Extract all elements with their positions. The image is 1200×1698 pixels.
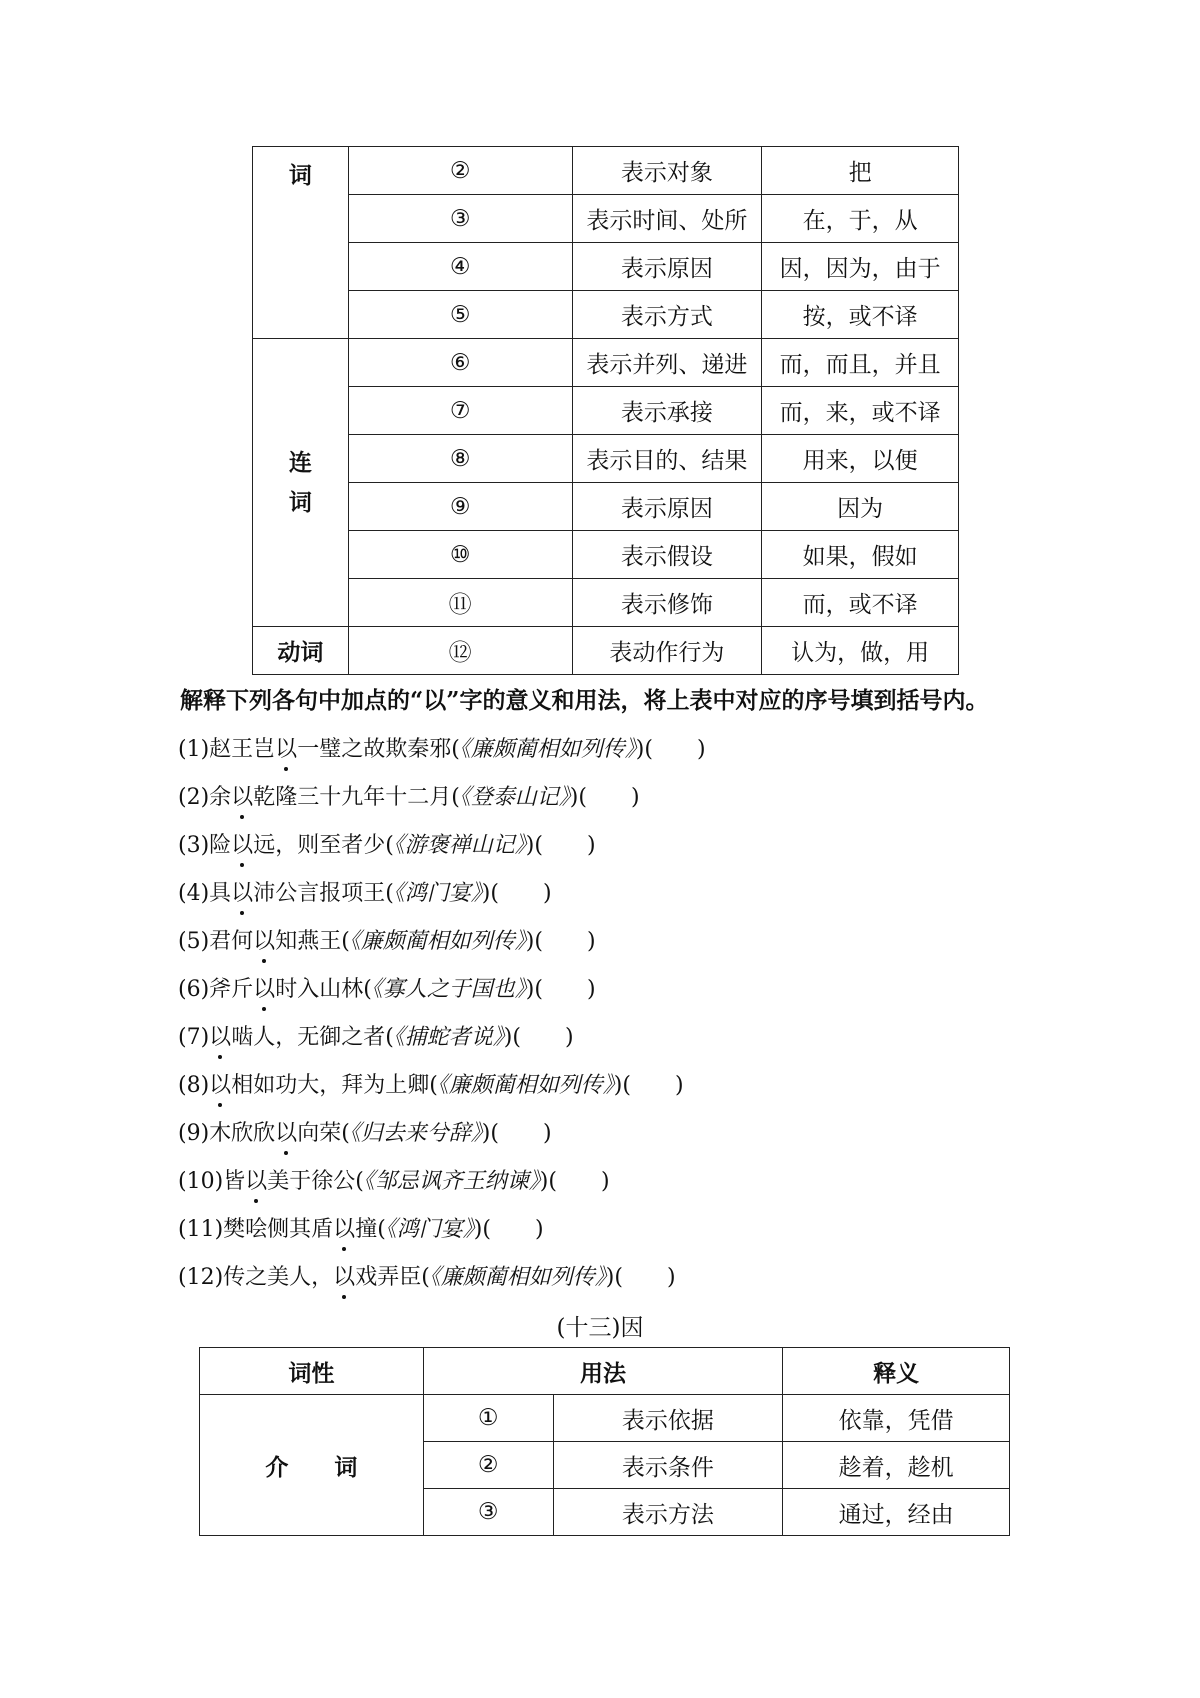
num-cell: ④ [348, 243, 572, 291]
dotted-char: 以 [231, 876, 253, 907]
source-title: 《鸿门宴》 [385, 1217, 474, 1242]
dotted-char: 以 [333, 1260, 355, 1291]
question-line [178, 780, 640, 811]
header-pos: 词性 [200, 1348, 424, 1395]
question-line [178, 1164, 610, 1195]
source-title: 《游褒禅山记》 [393, 833, 526, 858]
question-text: 远，则至者少( [253, 833, 394, 858]
source-title: 《廉颇蔺相如列传》 [349, 929, 526, 954]
source-title: 《登泰山记》 [459, 785, 570, 810]
usage-cell: 表示原因 [572, 243, 762, 291]
source-title: 《邹忌讽齐王纳谏》 [363, 1169, 540, 1194]
header-usage: 用法 [423, 1348, 783, 1395]
usage-cell: 表示修饰 [572, 579, 762, 627]
pos-cell-preposition: 介 词 [200, 1395, 424, 1536]
question-line [178, 1068, 684, 1099]
question-text: 时入山林( [275, 977, 372, 1002]
question-text: 乾隆三十九年十二月( [253, 785, 460, 810]
usage-cell: 表示时间、处所 [572, 195, 762, 243]
question-text: (6)斧斤 [178, 977, 254, 1002]
question-line [178, 1260, 676, 1291]
question-text: (8) [178, 1073, 210, 1098]
question-line [178, 972, 596, 1003]
answer-blank[interactable]: )( ) [525, 833, 596, 858]
meaning-cell: 通过，经由 [783, 1489, 1010, 1536]
table-row [253, 531, 959, 579]
num-cell: ⑦ [348, 387, 572, 435]
table-row [253, 291, 959, 339]
question-text: (5)君何 [178, 929, 254, 954]
source-title: 《归去来兮辞》 [349, 1121, 482, 1146]
answer-blank[interactable]: )( ) [635, 737, 706, 762]
answer-blank[interactable]: )( ) [525, 929, 596, 954]
answer-blank[interactable]: )( ) [481, 881, 552, 906]
source-title: 《寡人之于国也》 [371, 977, 526, 1002]
usage-cell: 表示原因 [572, 483, 762, 531]
num-cell: ① [423, 1395, 553, 1442]
question-text: 一璧之故欺秦邪( [297, 737, 460, 762]
meaning-cell: 把 [762, 147, 959, 195]
dotted-char: 以 [231, 780, 253, 811]
usage-cell: 表示假设 [572, 531, 762, 579]
question-text: (7) [178, 1025, 210, 1050]
usage-cell: 表示并列、递进 [572, 339, 762, 387]
table-row [253, 195, 959, 243]
question-text: 相如功大，拜为上卿( [231, 1073, 438, 1098]
num-cell: ⑧ [348, 435, 572, 483]
question-text: 知燕王( [275, 929, 350, 954]
question-text: (9)木欣欣 [178, 1121, 276, 1146]
dotted-char: 以 [253, 972, 275, 1003]
dotted-char: 以 [275, 732, 297, 763]
question-text: (3)险 [178, 833, 232, 858]
table-row [253, 435, 959, 483]
question-text: (12)传之美人， [178, 1265, 334, 1290]
question-line [178, 732, 706, 763]
source-title: 《廉颇蔺相如列传》 [429, 1265, 606, 1290]
table-row [253, 243, 959, 291]
answer-blank[interactable]: )( ) [525, 977, 596, 1002]
question-line [178, 1116, 552, 1147]
question-line [178, 1212, 544, 1243]
answer-blank[interactable]: )( ) [613, 1073, 684, 1098]
question-text: (11)樊哙侧其盾 [178, 1217, 334, 1242]
meaning-cell: 而，来，或不译 [762, 387, 959, 435]
num-cell: ⑪ [348, 579, 572, 627]
table-row [253, 579, 959, 627]
num-cell: ⑥ [348, 339, 572, 387]
question-text: (10)皆 [178, 1169, 246, 1194]
question-line [178, 1020, 574, 1051]
answer-blank[interactable]: )( ) [539, 1169, 610, 1194]
meaning-cell: 依靠，凭借 [783, 1395, 1010, 1442]
question-text: 啮人，无御之者( [231, 1025, 394, 1050]
pos-char: 词 [288, 488, 312, 516]
num-cell: ③ [348, 195, 572, 243]
header-meaning: 释义 [783, 1348, 1010, 1395]
meaning-cell: 因为 [762, 483, 959, 531]
usage-cell: 表示承接 [572, 387, 762, 435]
table-header-row [200, 1348, 1010, 1395]
meaning-cell: 而，而且，并且 [762, 339, 959, 387]
num-cell: ② [423, 1442, 553, 1489]
yi-usage-table [252, 146, 959, 675]
usage-cell: 表示方法 [553, 1489, 783, 1536]
usage-cell: 表示目的、结果 [572, 435, 762, 483]
num-cell: ③ [423, 1489, 553, 1536]
pos-cell-conjunction [253, 339, 349, 627]
question-text: 向荣( [297, 1121, 350, 1146]
section-heading: (十三)因 [556, 1315, 644, 1341]
dotted-char: 以 [209, 1020, 231, 1051]
source-title: 《捕蛇者说》 [393, 1025, 504, 1050]
question-text: 戏弄臣( [355, 1265, 430, 1290]
usage-cell: 表动作行为 [572, 627, 762, 675]
question-text: (4)具 [178, 881, 232, 906]
meaning-cell: 趁着，趁机 [783, 1442, 1010, 1489]
yin-usage-table [199, 1347, 1010, 1536]
dotted-char: 以 [275, 1116, 297, 1147]
question-line [178, 924, 596, 955]
usage-cell: 表示条件 [553, 1442, 783, 1489]
source-title: 《廉颇蔺相如列传》 [437, 1073, 614, 1098]
meaning-cell: 用来，以便 [762, 435, 959, 483]
question-line [178, 876, 552, 907]
source-title: 《鸿门宴》 [393, 881, 482, 906]
dotted-char: 以 [245, 1164, 267, 1195]
num-cell: ② [348, 147, 572, 195]
dotted-char: 以 [231, 828, 253, 859]
table-row [253, 627, 959, 675]
meaning-cell: 认为，做，用 [762, 627, 959, 675]
source-title: 《廉颇蔺相如列传》 [459, 737, 636, 762]
num-cell: ⑫ [348, 627, 572, 675]
answer-blank[interactable]: )( ) [503, 1025, 574, 1050]
question-text: 撞( [355, 1217, 386, 1242]
table-row [253, 387, 959, 435]
num-cell: ⑨ [348, 483, 572, 531]
question-line [178, 828, 596, 859]
answer-blank[interactable]: )( ) [605, 1265, 676, 1290]
meaning-cell: 在，于，从 [762, 195, 959, 243]
usage-cell: 表示对象 [572, 147, 762, 195]
table-row [253, 339, 959, 387]
table-row [253, 147, 959, 195]
question-text: (2)余 [178, 785, 232, 810]
answer-blank[interactable]: )( ) [473, 1217, 544, 1242]
num-cell: ⑩ [348, 531, 572, 579]
num-cell: ⑤ [348, 291, 572, 339]
meaning-cell: 因，因为，由于 [762, 243, 959, 291]
pos-cell: 词 [253, 147, 349, 339]
dotted-char: 以 [253, 924, 275, 955]
table-row [253, 483, 959, 531]
question-text: 沛公言报项王( [253, 881, 394, 906]
meaning-cell: 而，或不译 [762, 579, 959, 627]
answer-blank[interactable]: )( ) [481, 1121, 552, 1146]
exercise-instruction: 解释下列各句中加点的“以”字的意义和用法，将上表中对应的序号填到括号内。 [180, 687, 989, 714]
meaning-cell: 如果，假如 [762, 531, 959, 579]
question-text: 美于徐公( [267, 1169, 364, 1194]
answer-blank[interactable]: )( ) [569, 785, 640, 810]
usage-cell: 表示方式 [572, 291, 762, 339]
meaning-cell: 按，或不译 [762, 291, 959, 339]
usage-cell: 表示依据 [553, 1395, 783, 1442]
table-row [200, 1395, 1010, 1442]
question-text: (1)赵王岂 [178, 737, 276, 762]
pos-cell-verb: 动词 [253, 627, 349, 675]
dotted-char: 以 [209, 1068, 231, 1099]
dotted-char: 以 [333, 1212, 355, 1243]
pos-char: 连 [288, 448, 312, 476]
